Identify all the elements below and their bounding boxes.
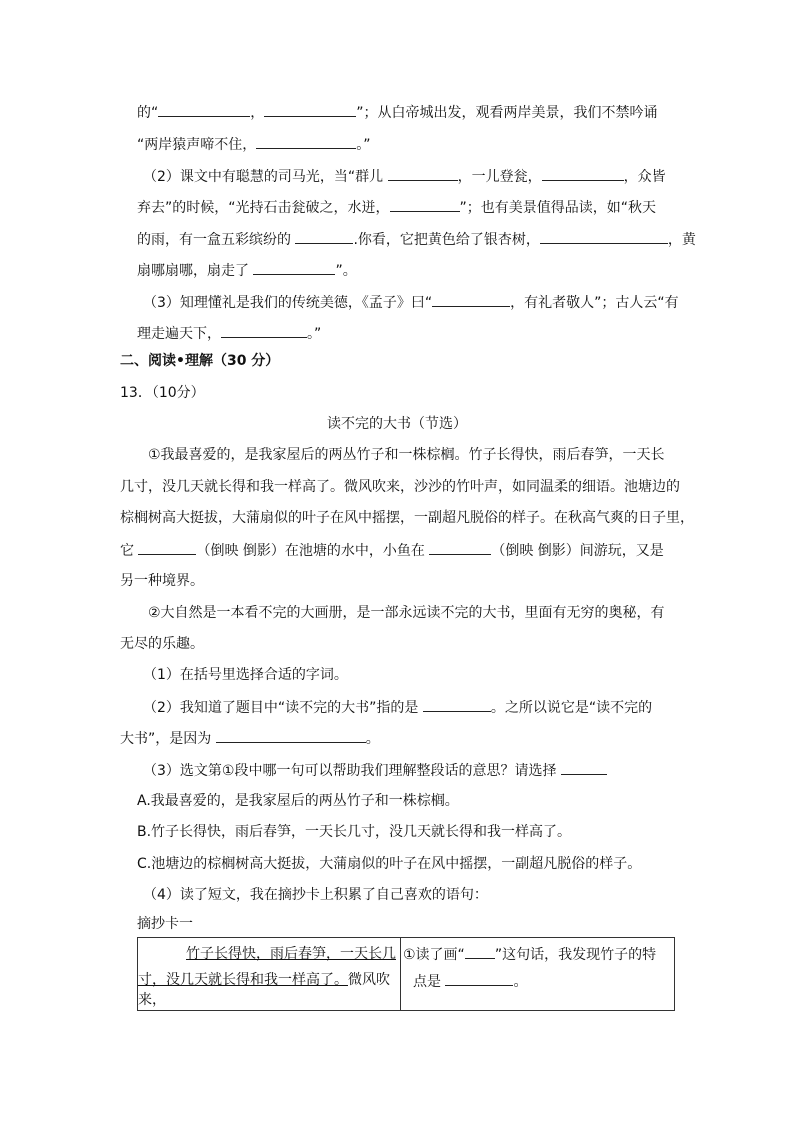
underlined-sentence: 竹子长得快，雨后春笋，一天长几 <box>186 946 396 962</box>
card-text: ①读了画“ <box>403 947 465 963</box>
answer-blank[interactable] <box>264 102 356 117</box>
answer-blank[interactable] <box>216 728 366 743</box>
answer-blank[interactable] <box>540 229 668 244</box>
question-number: 13．（10分） <box>120 385 205 401</box>
card-text: 。 <box>513 974 528 990</box>
card-left-cell <box>138 938 401 1011</box>
answer-blank[interactable] <box>423 697 491 712</box>
answer-blank[interactable] <box>388 166 458 181</box>
answer-blank[interactable] <box>221 323 307 338</box>
fill-line-1: 的“ ， ”；从白帝城出发，观看两岸美景，我们不禁吟诵 <box>137 102 658 123</box>
question-3: （3）选文第①段中哪一句可以帮助我们理解整段话的意思？请选择 <box>143 760 607 781</box>
question-4: （4）读了短文，我在摘抄卡上积累了自己喜欢的语句： <box>143 887 488 903</box>
section-heading: 二、阅读•理解（30 分） <box>120 353 280 369</box>
passage-title: 读不完的大书（节选） <box>327 416 467 432</box>
answer-blank[interactable] <box>138 540 196 555</box>
passage-line: 另一种境界。 <box>120 573 204 589</box>
answer-blank[interactable] <box>432 292 510 307</box>
option-c[interactable]: C.池塘边的棕榈树高大挺拔，大蒲扇似的叶子在风中摇摆，一副超凡脱俗的样子。 <box>137 856 642 872</box>
question-3-line-1: （3）知理懂礼是我们的传统美德，《孟子》曰“ ，有礼者敬人”；古人云“有 <box>143 292 679 313</box>
card-text: ”这句话，我发现竹子的特 <box>494 947 657 963</box>
option-b[interactable]: B.竹子长得快，雨后春笋，一天长几寸，没几天就长得和我一样高了。 <box>137 824 572 840</box>
passage-line: 几寸，没几天就长得和我一样高了。微风吹来，沙沙的竹叶声，如同温柔的细语。池塘边的 <box>120 479 680 495</box>
question-2-line-2: 弃去”的时候，“光持石击瓮破之，水迸， ”；也有美景值得品读，如“秋天 <box>137 197 656 218</box>
excerpt-card <box>137 937 675 1011</box>
passage-line: 它 （倒映 倒影）在池塘的水中，小鱼在 （倒映 倒影）间游玩，又是 <box>120 540 664 561</box>
card-text: 微风吹来， <box>138 972 390 1008</box>
answer-blank[interactable] <box>465 944 495 959</box>
answer-blank[interactable] <box>445 971 513 986</box>
card-label: 摘抄卡一 <box>137 916 193 932</box>
passage-line: ②大自然是一本看不完的大画册，是一部永远读不完的大书，里面有无穷的奥秘，有 <box>148 605 665 621</box>
answer-blank[interactable] <box>295 229 353 244</box>
card-right-cell <box>401 938 675 1011</box>
answer-blank[interactable] <box>429 540 491 555</box>
question-3-line-2: 理走遍天下， 。” <box>137 323 321 344</box>
passage-line: 无尽的乐趣。 <box>120 636 204 652</box>
answer-blank[interactable] <box>390 197 460 212</box>
card-text: 点是 <box>413 974 441 990</box>
question-2-line-3: 的雨，有一盒五彩缤纷的 .你看，它把黄色给了银杏树， ，黄 <box>137 229 696 250</box>
answer-blank[interactable] <box>561 760 607 775</box>
passage-line: 棕榈树高大挺拔，大蒲扇似的叶子在风中摇摆，一副超凡脱俗的样子。在秋高气爽的日子里， <box>120 510 694 526</box>
answer-blank[interactable] <box>256 134 356 149</box>
fill-line-2: “两岸猿声啼不住， 。” <box>137 134 371 155</box>
underlined-sentence: 寸，没几天就长得和我一样高了。 <box>138 972 348 988</box>
passage-line: ①我最喜爱的，是我家屋后的两丛竹子和一株棕榈。竹子长得快，雨后春笋，一天长 <box>148 447 665 463</box>
question-2-line-1: （2）课文中有聪慧的司马光，当“群儿 ，一儿登瓮， ，众皆 <box>143 166 666 187</box>
question-2-line-2: 大书”，是因为 。 <box>120 728 380 749</box>
question-1: （1）在括号里选择合适的字词。 <box>143 667 348 683</box>
answer-blank[interactable] <box>158 102 250 117</box>
question-2-line-1: （2）我知道了题目中“读不完的大书”指的是 。之所以说它是“读不完的 <box>143 697 652 718</box>
question-2-line-4: 扇哪扇哪，扇走了 ”。 <box>137 260 357 281</box>
answer-blank[interactable] <box>542 166 624 181</box>
option-a[interactable]: A.我最喜爱的，是我家屋后的两丛竹子和一株棕榈。 <box>137 793 459 809</box>
answer-blank[interactable] <box>253 260 335 275</box>
